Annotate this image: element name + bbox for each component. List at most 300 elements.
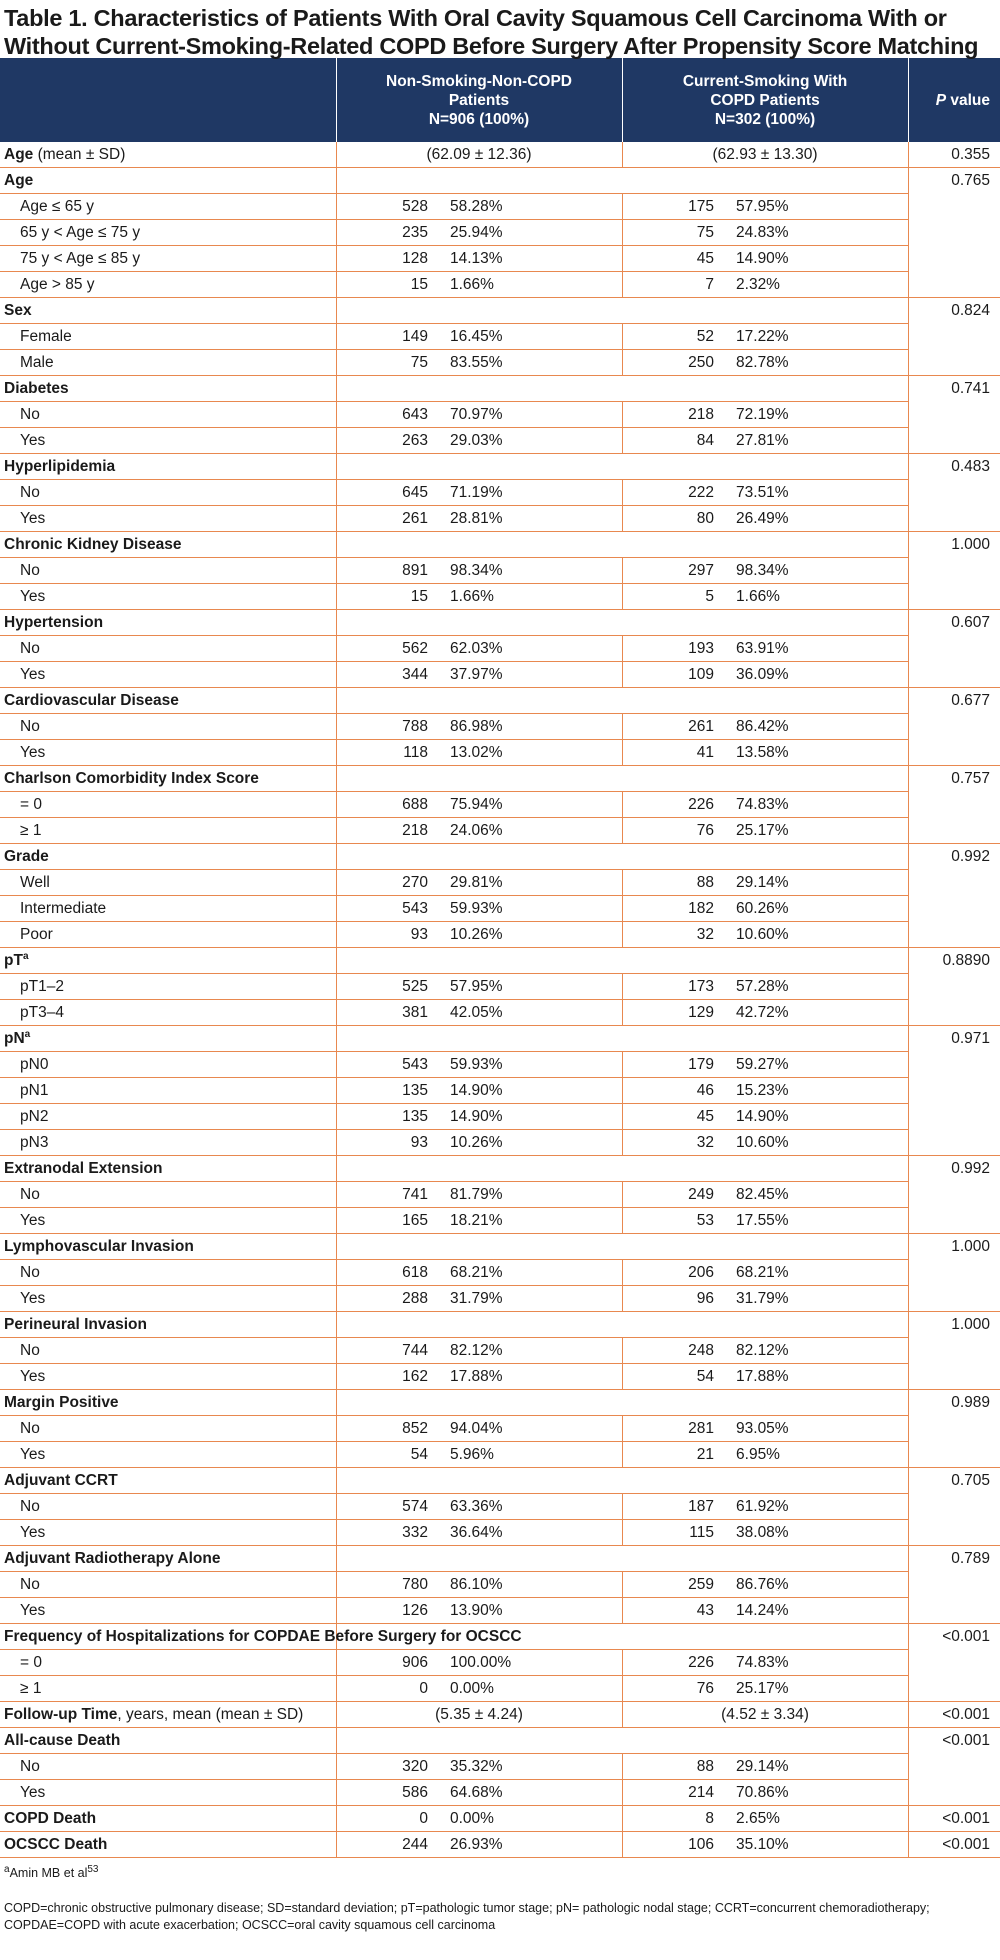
percent-smoking-copd: 14.90% (722, 1104, 908, 1130)
group-header-row (0, 454, 1000, 480)
table-row (0, 1676, 1000, 1702)
row-label: No (0, 636, 336, 662)
table-row (0, 1650, 1000, 1676)
group-label-superscript: a (24, 1028, 31, 1040)
p-value-cell: 0.741 (908, 376, 1000, 454)
count-smoking-copd: 175 (622, 194, 722, 220)
count-smoking-copd: 106 (622, 1832, 722, 1858)
percent-non-smoking: 28.81% (436, 506, 622, 532)
count-non-smoking: 270 (336, 870, 436, 896)
row-label: Yes (0, 662, 336, 688)
table-row (0, 1130, 1000, 1156)
percent-non-smoking: 94.04% (436, 1416, 622, 1442)
header-label-column (0, 58, 336, 142)
group-label: Adjuvant CCRT (4, 1472, 118, 1489)
group-header-row (0, 766, 1000, 792)
count-non-smoking: 741 (336, 1182, 436, 1208)
percent-smoking-copd: 25.17% (722, 818, 908, 844)
percent-non-smoking: 29.03% (436, 428, 622, 454)
abbreviations-line-1: COPD=chronic obstructive pulmonary disease; SD=standard deviation; pT=pathologic tumor stage; pN= pathologic nodal stage; CCRT=concurrent chemoradiotherapy; (4, 1901, 930, 1915)
percent-smoking-copd: 17.22% (722, 324, 908, 350)
group-header-row (0, 1390, 1000, 1416)
count-smoking-copd: 297 (622, 558, 722, 584)
count-non-smoking: 135 (336, 1078, 436, 1104)
row-label: Age > 85 y (0, 272, 336, 298)
count-smoking-copd: 76 (622, 818, 722, 844)
count-smoking-copd: 5 (622, 584, 722, 610)
table-row (0, 584, 1000, 610)
table-row (0, 1572, 1000, 1598)
count-non-smoking: 93 (336, 1130, 436, 1156)
percent-non-smoking: 18.21% (436, 1208, 622, 1234)
percent-smoking-copd: 35.10% (722, 1832, 908, 1858)
table-body (0, 142, 1000, 1858)
table-row (0, 1104, 1000, 1130)
abbreviations-footnote (0, 1900, 1000, 1934)
group-label-cell (0, 1026, 336, 1052)
percent-non-smoking: 14.13% (436, 246, 622, 272)
group-label: Margin Positive (4, 1394, 119, 1411)
row-label: Yes (0, 1520, 336, 1546)
row-label: Female (0, 324, 336, 350)
group-label: Frequency of Hospitalizations for COPDAE Before Surgery for OCSCC (4, 1628, 522, 1645)
group-header-row (0, 1806, 1000, 1832)
group-label-cell (0, 1312, 336, 1338)
p-value-cell: <0.001 (908, 1832, 1000, 1858)
p-value-cell: 1.000 (908, 532, 1000, 610)
mean-value-smoking-copd: (62.93 ± 13.30) (622, 142, 908, 168)
count-non-smoking: 891 (336, 558, 436, 584)
group-label: Extranodal Extension (4, 1160, 163, 1177)
percent-non-smoking: 14.90% (436, 1104, 622, 1130)
empty-span-cell (336, 844, 908, 870)
percent-non-smoking: 29.81% (436, 870, 622, 896)
table-row (0, 480, 1000, 506)
table-row (0, 194, 1000, 220)
percent-non-smoking: 16.45% (436, 324, 622, 350)
percent-smoking-copd: 25.17% (722, 1676, 908, 1702)
count-smoking-copd: 173 (622, 974, 722, 1000)
count-non-smoking: 344 (336, 662, 436, 688)
percent-non-smoking: 75.94% (436, 792, 622, 818)
percent-smoking-copd: 2.32% (722, 272, 908, 298)
row-label: No (0, 402, 336, 428)
percent-non-smoking: 57.95% (436, 974, 622, 1000)
group-header-row (0, 1468, 1000, 1494)
empty-span-cell (336, 454, 908, 480)
row-label: Poor (0, 922, 336, 948)
count-non-smoking: 574 (336, 1494, 436, 1520)
group-label: pN (4, 1030, 25, 1047)
percent-non-smoking: 98.34% (436, 558, 622, 584)
row-label: Yes (0, 428, 336, 454)
percent-smoking-copd: 82.12% (722, 1338, 908, 1364)
percent-smoking-copd: 14.24% (722, 1598, 908, 1624)
percent-smoking-copd: 61.92% (722, 1494, 908, 1520)
group-label-cell (0, 688, 336, 714)
p-letter: P (935, 91, 947, 109)
group-label-cell (0, 1728, 336, 1754)
table-row (0, 662, 1000, 688)
group-label: Hypertension (4, 614, 104, 631)
percent-non-smoking: 10.26% (436, 1130, 622, 1156)
count-smoking-copd: 88 (622, 870, 722, 896)
group-label: Follow-up Time (4, 1706, 118, 1723)
table-row (0, 896, 1000, 922)
count-non-smoking: 645 (336, 480, 436, 506)
row-label: pN2 (0, 1104, 336, 1130)
table-row (0, 1598, 1000, 1624)
group-header-row (0, 1702, 1000, 1728)
percent-smoking-copd: 6.95% (722, 1442, 908, 1468)
row-label: Male (0, 350, 336, 376)
percent-non-smoking: 86.98% (436, 714, 622, 740)
percent-non-smoking: 10.26% (436, 922, 622, 948)
group-header-row (0, 688, 1000, 714)
count-smoking-copd: 261 (622, 714, 722, 740)
p-value-cell: <0.001 (908, 1624, 1000, 1702)
p-value-cell: 0.705 (908, 1468, 1000, 1546)
count-smoking-copd: 281 (622, 1416, 722, 1442)
percent-smoking-copd: 10.60% (722, 922, 908, 948)
table-row (0, 1364, 1000, 1390)
header-smoking-copd-column (622, 58, 908, 142)
count-smoking-copd: 7 (622, 272, 722, 298)
row-label: Age ≤ 65 y (0, 194, 336, 220)
percent-smoking-copd: 86.42% (722, 714, 908, 740)
row-label: Yes (0, 584, 336, 610)
group-label: pT (4, 952, 23, 969)
count-non-smoking: 525 (336, 974, 436, 1000)
table-row (0, 740, 1000, 766)
group-label-cell (0, 1390, 336, 1416)
empty-span-cell (336, 1468, 908, 1494)
empty-span-cell (336, 1026, 908, 1052)
p-value-cell: 0.992 (908, 1156, 1000, 1234)
count-smoking-copd: 250 (622, 350, 722, 376)
row-label: No (0, 1754, 336, 1780)
group-label-cell (0, 1234, 336, 1260)
header-cell-line: Current-Smoking With (682, 72, 848, 90)
percent-non-smoking: 83.55% (436, 350, 622, 376)
count-non-smoking: 263 (336, 428, 436, 454)
table-row (0, 220, 1000, 246)
row-label: No (0, 1182, 336, 1208)
percent-smoking-copd: 27.81% (722, 428, 908, 454)
group-label-cell (0, 1832, 336, 1858)
row-label: 65 y < Age ≤ 75 y (0, 220, 336, 246)
p-value-cell: <0.001 (908, 1702, 1000, 1728)
percent-smoking-copd: 10.60% (722, 1130, 908, 1156)
count-non-smoking: 15 (336, 272, 436, 298)
count-non-smoking: 135 (336, 1104, 436, 1130)
group-label-cell (0, 142, 336, 168)
table-row (0, 1520, 1000, 1546)
count-smoking-copd: 259 (622, 1572, 722, 1598)
table-header-row (0, 58, 1000, 142)
count-non-smoking: 162 (336, 1364, 436, 1390)
group-label: All-cause Death (4, 1732, 121, 1749)
percent-smoking-copd: 70.86% (722, 1780, 908, 1806)
count-smoking-copd: 193 (622, 636, 722, 662)
group-label-cell (0, 376, 336, 402)
percent-smoking-copd: 74.83% (722, 792, 908, 818)
count-smoking-copd: 84 (622, 428, 722, 454)
row-label: pN3 (0, 1130, 336, 1156)
count-smoking-copd: 222 (622, 480, 722, 506)
count-smoking-copd: 76 (622, 1676, 722, 1702)
group-header-row (0, 948, 1000, 974)
footnote-a (0, 1863, 1000, 1880)
count-smoking-copd: 249 (622, 1182, 722, 1208)
group-header-row (0, 168, 1000, 194)
row-label: Yes (0, 1598, 336, 1624)
count-non-smoking: 128 (336, 246, 436, 272)
footnote-a-reference: 53 (87, 1863, 99, 1875)
row-label: pT1–2 (0, 974, 336, 1000)
empty-span-cell (336, 298, 908, 324)
table-row (0, 1000, 1000, 1026)
group-header-row (0, 844, 1000, 870)
header-cell-line: N=302 (100%) (714, 110, 816, 128)
empty-span-cell (336, 532, 908, 558)
table-row (0, 324, 1000, 350)
group-label: Hyperlipidemia (4, 458, 116, 475)
group-label-cell (0, 1156, 336, 1182)
p-value-cell: 0.8890 (908, 948, 1000, 1026)
group-header-row (0, 1156, 1000, 1182)
percent-smoking-copd: 82.45% (722, 1182, 908, 1208)
footnote-a-text: Amin MB et al (9, 1866, 88, 1880)
row-label: Yes (0, 740, 336, 766)
percent-non-smoking: 58.28% (436, 194, 622, 220)
percent-non-smoking: 24.06% (436, 818, 622, 844)
percent-non-smoking: 1.66% (436, 272, 622, 298)
empty-span-cell (336, 1728, 908, 1754)
count-smoking-copd: 45 (622, 246, 722, 272)
count-non-smoking: 562 (336, 636, 436, 662)
empty-span-cell (336, 1312, 908, 1338)
count-smoking-copd: 206 (622, 1260, 722, 1286)
empty-span-cell (336, 168, 908, 194)
table-row (0, 714, 1000, 740)
table-row (0, 506, 1000, 532)
percent-non-smoking: 13.02% (436, 740, 622, 766)
percent-smoking-copd: 15.23% (722, 1078, 908, 1104)
count-smoking-copd: 46 (622, 1078, 722, 1104)
group-label: Cardiovascular Disease (4, 692, 179, 709)
count-smoking-copd: 32 (622, 1130, 722, 1156)
percent-smoking-copd: 29.14% (722, 1754, 908, 1780)
count-non-smoking: 244 (336, 1832, 436, 1858)
count-smoking-copd: 54 (622, 1364, 722, 1390)
count-smoking-copd: 43 (622, 1598, 722, 1624)
group-label-cell (0, 844, 336, 870)
percent-smoking-copd: 60.26% (722, 896, 908, 922)
count-smoking-copd: 75 (622, 220, 722, 246)
group-label: Diabetes (4, 380, 69, 397)
percent-smoking-copd: 26.49% (722, 506, 908, 532)
count-non-smoking: 149 (336, 324, 436, 350)
empty-span-cell (336, 948, 908, 974)
count-smoking-copd: 8 (622, 1806, 722, 1832)
percent-smoking-copd: 17.88% (722, 1364, 908, 1390)
characteristics-table (0, 58, 1000, 1858)
p-value-cell: 1.000 (908, 1312, 1000, 1390)
empty-span-cell (336, 1156, 908, 1182)
table-row (0, 1442, 1000, 1468)
group-label: OCSCC Death (4, 1836, 108, 1853)
table-row (0, 428, 1000, 454)
percent-smoking-copd: 14.90% (722, 246, 908, 272)
group-label: Adjuvant Radiotherapy Alone (4, 1550, 221, 1567)
count-non-smoking: 261 (336, 506, 436, 532)
count-non-smoking: 93 (336, 922, 436, 948)
header-p-value-column (908, 58, 1000, 142)
row-label: Yes (0, 506, 336, 532)
count-non-smoking: 586 (336, 1780, 436, 1806)
percent-smoking-copd: 72.19% (722, 402, 908, 428)
row-label: pN1 (0, 1078, 336, 1104)
count-non-smoking: 780 (336, 1572, 436, 1598)
group-label-superscript: a (22, 950, 29, 962)
row-label: ≥ 1 (0, 818, 336, 844)
percent-non-smoking: 14.90% (436, 1078, 622, 1104)
table-row (0, 272, 1000, 298)
percent-non-smoking: 62.03% (436, 636, 622, 662)
group-header-row (0, 376, 1000, 402)
group-header-row (0, 1624, 1000, 1650)
empty-span-cell (336, 688, 908, 714)
count-smoking-copd: 53 (622, 1208, 722, 1234)
row-label: No (0, 480, 336, 506)
percent-non-smoking: 86.10% (436, 1572, 622, 1598)
table-row (0, 1494, 1000, 1520)
count-non-smoking: 0 (336, 1676, 436, 1702)
percent-non-smoking: 63.36% (436, 1494, 622, 1520)
row-label: Yes (0, 1364, 336, 1390)
group-label: Age (4, 172, 34, 189)
percent-non-smoking: 59.93% (436, 1052, 622, 1078)
group-header-row (0, 532, 1000, 558)
row-label: No (0, 1260, 336, 1286)
group-label-suffix: , years, mean (mean ± SD) (117, 1706, 304, 1723)
group-label-cell (0, 1702, 336, 1728)
count-non-smoking: 218 (336, 818, 436, 844)
group-label-cell (0, 454, 336, 480)
header-cell-line: Non-Smoking-Non-COPD (386, 72, 572, 90)
row-label: ≥ 1 (0, 1676, 336, 1702)
count-non-smoking: 744 (336, 1338, 436, 1364)
group-header-row (0, 1026, 1000, 1052)
table-title-line-2: Without Current-Smoking-Related COPD Before Surgery After Propensity Score Matching (4, 33, 979, 59)
table-row (0, 974, 1000, 1000)
row-label: Well (0, 870, 336, 896)
group-label: COPD Death (4, 1810, 97, 1827)
mean-value-non-smoking: (5.35 ± 4.24) (336, 1702, 622, 1728)
p-value-word: value (946, 91, 991, 109)
table-header (0, 58, 1000, 142)
percent-non-smoking: 64.68% (436, 1780, 622, 1806)
empty-span-cell (336, 1390, 908, 1416)
header-cell-line: Patients (448, 91, 510, 109)
p-value-cell: 0.989 (908, 1390, 1000, 1468)
percent-non-smoking: 70.97% (436, 402, 622, 428)
count-non-smoking: 906 (336, 1650, 436, 1676)
row-label: No (0, 1338, 336, 1364)
table-row (0, 1338, 1000, 1364)
percent-smoking-copd: 36.09% (722, 662, 908, 688)
empty-span-cell (336, 766, 908, 792)
percent-non-smoking: 17.88% (436, 1364, 622, 1390)
table-row (0, 402, 1000, 428)
count-non-smoking: 126 (336, 1598, 436, 1624)
table-row (0, 246, 1000, 272)
table-title-line-1: Table 1. Characteristics of Patients With Oral Cavity Squamous Cell Carcinoma With or (4, 5, 947, 31)
group-label: Age (4, 146, 34, 163)
percent-smoking-copd: 2.65% (722, 1806, 908, 1832)
count-smoking-copd: 214 (622, 1780, 722, 1806)
table-row (0, 1286, 1000, 1312)
count-smoking-copd: 248 (622, 1338, 722, 1364)
count-smoking-copd: 88 (622, 1754, 722, 1780)
group-header-row (0, 1312, 1000, 1338)
percent-non-smoking: 1.66% (436, 584, 622, 610)
group-label-cell (0, 1624, 522, 1650)
percent-smoking-copd: 29.14% (722, 870, 908, 896)
table-row (0, 922, 1000, 948)
table-row (0, 1780, 1000, 1806)
count-smoking-copd: 80 (622, 506, 722, 532)
table-row (0, 558, 1000, 584)
table-row (0, 1416, 1000, 1442)
table-row (0, 1754, 1000, 1780)
group-label: Chronic Kidney Disease (4, 536, 182, 553)
count-smoking-copd: 187 (622, 1494, 722, 1520)
count-non-smoking: 852 (336, 1416, 436, 1442)
count-smoking-copd: 129 (622, 1000, 722, 1026)
group-header-row (0, 1728, 1000, 1754)
footnote-a-marker: a (4, 1863, 10, 1875)
row-label: = 0 (0, 792, 336, 818)
count-non-smoking: 288 (336, 1286, 436, 1312)
count-smoking-copd: 179 (622, 1052, 722, 1078)
percent-non-smoking: 26.93% (436, 1832, 622, 1858)
mean-value-smoking-copd: (4.52 ± 3.34) (622, 1702, 908, 1728)
group-label: Sex (4, 302, 32, 319)
count-non-smoking: 0 (336, 1806, 436, 1832)
percent-non-smoking: 36.64% (436, 1520, 622, 1546)
count-smoking-copd: 218 (622, 402, 722, 428)
percent-non-smoking: 13.90% (436, 1598, 622, 1624)
percent-smoking-copd: 57.95% (722, 194, 908, 220)
table-row (0, 792, 1000, 818)
row-label: No (0, 714, 336, 740)
row-label: Yes (0, 1208, 336, 1234)
count-smoking-copd: 182 (622, 896, 722, 922)
percent-non-smoking: 5.96% (436, 1442, 622, 1468)
group-label-cell (0, 948, 336, 974)
p-value-cell: 1.000 (908, 1234, 1000, 1312)
percent-smoking-copd: 1.66% (722, 584, 908, 610)
percent-non-smoking: 0.00% (436, 1806, 622, 1832)
percent-non-smoking: 35.32% (436, 1754, 622, 1780)
count-non-smoking: 235 (336, 220, 436, 246)
table-row (0, 1208, 1000, 1234)
count-non-smoking: 332 (336, 1520, 436, 1546)
group-header-row (0, 1234, 1000, 1260)
p-value-cell: 0.789 (908, 1546, 1000, 1624)
